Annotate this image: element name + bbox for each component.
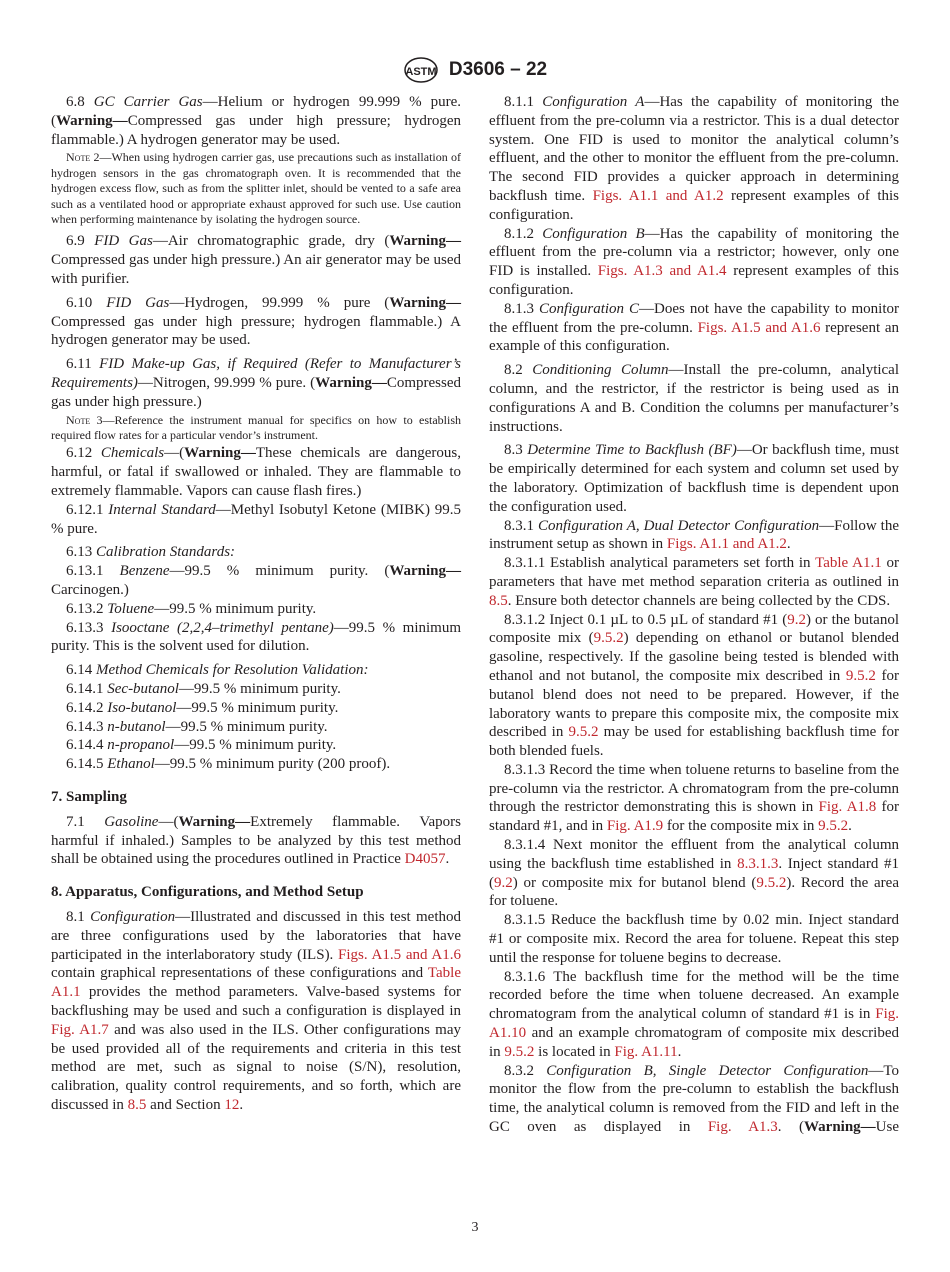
text-run: 6.13.1 [66, 563, 120, 580]
text-run: Compressed gas under high pressure; hydrogen flammable.) A hydrogen generator may be used. [51, 313, 461, 349]
text-run: may be used for establishing backflush time for both blended fuels. [489, 724, 899, 760]
text-run: Compressed gas under high pressure.) An air generator may be used with purifier. [51, 252, 461, 288]
italic-run: Calibration Standards: [96, 544, 236, 561]
cross-reference-link[interactable]: Fig. A1.11 [614, 1043, 678, 1060]
text-run: 8.3.1.1 Establish analytical parameters set forth in [504, 555, 816, 572]
italic-run: Configuration A, Dual Detector Configuration [538, 517, 820, 534]
text-run: —Methyl Isobutyl Ketone (MIBK) 99.5 % pure. [51, 501, 461, 537]
text-run: 6.14.3 [66, 718, 108, 735]
paragraph [51, 619, 461, 657]
bold-run: Warning— [178, 813, 251, 830]
paragraph [51, 562, 461, 600]
page-header [0, 56, 950, 84]
text-run: Use [875, 1119, 899, 1136]
paragraph [51, 680, 461, 699]
text-run: or parameters that have met method separation criteria as outlined in [489, 555, 900, 590]
bold-run: Warning— [315, 375, 387, 391]
text-run: 6.14.5 [66, 756, 108, 773]
bold-run: Warning— [184, 445, 256, 462]
left-column [51, 93, 461, 1115]
text-run: 6.13.2 [66, 600, 108, 617]
italic-run: n-propanol [107, 737, 175, 754]
astm-logo-icon [403, 56, 439, 84]
text-run: —99.5 % minimum purity. [176, 699, 339, 716]
cross-reference-link[interactable]: Table A1.1 [51, 965, 461, 1001]
text-run: 6.9 [66, 233, 95, 250]
text-run: —Does not have the capability to monitor the effluent from the pre-column. [489, 300, 900, 336]
cross-reference-link[interactable]: 9.5.2 [504, 1043, 535, 1060]
text-run: —Has the capability of monitoring the effluent from the pre-column via a restrictor. This is a dual detector system. One FID is used to monitor the analytical column’s effluent, and the other to monitor the effluent from the pre-column. The second FID provides a quicker approach in determining backflush time. [489, 94, 900, 204]
text-run: provides the method parameters. Valve-based systems for backflushing may be used and such a configuration is displayed in [51, 984, 461, 1019]
paragraph [489, 1062, 899, 1137]
paragraph [51, 93, 461, 149]
paragraph [489, 93, 899, 225]
italic-run: GC Carrier Gas [93, 94, 203, 110]
cross-reference-link[interactable]: 8.5 [489, 592, 508, 609]
cross-reference-link[interactable]: 9.5.2 [593, 630, 624, 647]
italic-run: Method Chemicals for Resolution Validation: [96, 662, 369, 679]
paragraph [51, 699, 461, 718]
cross-reference-link[interactable]: 8.3.1.3 [737, 855, 779, 872]
text-run: ) or composite mix for butanol blend ( [512, 874, 757, 891]
note-label: Note [66, 150, 91, 165]
cross-reference-link[interactable]: Figs. A1.5 and A1.6 [338, 946, 461, 963]
cross-reference-link[interactable]: Fig. A1.10 [489, 1006, 899, 1042]
italic-run: Configuration [90, 908, 176, 925]
italic-run: Configuration A [542, 94, 645, 110]
italic-run: Conditioning Column [532, 362, 669, 379]
text-run: . [848, 818, 852, 835]
text-run: 8.3.1.5 Reduce the backflush time by 0.02 min. Inject standard #1 or composite mix. Record the area for toluene. Repeat this step until the response for toluene begins to decrease. [489, 912, 899, 966]
text-run: Compressed gas under high pressure; hydrogen flammable.) A hydrogen generator may be used. [51, 112, 461, 148]
text-run: represent examples of this configuration. [489, 187, 900, 223]
text-run: —Follow the instrument setup as shown in [489, 517, 899, 553]
note-paragraph [51, 150, 461, 227]
text-run: and was also used in the ILS. Other configurations may be used provided all of the requirements and criteria in this test method are met, such as signal to noise (S/N), resolution, calibration, quality control requirements, and so forth, which are discussed in [51, 1021, 462, 1113]
paragraph [489, 300, 899, 356]
text-run: —( [164, 445, 185, 462]
paragraph [489, 225, 899, 300]
italic-run: Ethanol [107, 756, 155, 773]
italic-run: Benzene [119, 563, 170, 580]
text-run: ) or the butanol composite mix ( [489, 611, 899, 647]
text-run: . Ensure both detector channels are being collected by the CDS. [507, 592, 891, 609]
paragraph [51, 736, 461, 755]
text-run: —99.5 % minimum purity. [178, 680, 341, 697]
cross-reference-link[interactable]: Figs. A1.1 and A1.2 [592, 187, 724, 204]
text-run: ) depending on ethanol or butanol blended gasoline, respectively. If the gasoline being tested is blended with ethanol and not butanol, the composite mix described in [489, 630, 899, 684]
paragraph [51, 813, 461, 869]
text-run: 8.2 [504, 362, 533, 379]
paragraph [489, 968, 899, 1062]
section-heading [51, 788, 461, 807]
text-run: and Section [146, 1096, 225, 1113]
note-paragraph [51, 413, 461, 444]
text-run: 2—When using hydrogen carrier gas, use precautions such as installation of hydrogen sensors in the gas chromatograph oven. It is recommended that the hydrogen excess flow, such as from the splitter inlet, should be vented to a safe area such as a ventilated hood or appropriate exhaust approved for such use. Use caution when performing maintenance by isolating the hydrogen source. [51, 150, 461, 227]
text-run: 6.12.1 [66, 501, 109, 518]
bold-run: Warning— [803, 1119, 876, 1136]
cross-reference-link[interactable]: 9.5.2 [818, 818, 849, 835]
text-run: 6.13 [66, 544, 96, 561]
italic-run: Toluene [107, 600, 155, 617]
italic-run: Isooctane (2,2,4–trimethyl pentane) [111, 619, 334, 636]
paragraph [51, 444, 461, 500]
text-run: 7. Sampling [51, 788, 127, 805]
cross-reference-link[interactable]: Figs. A1.3 and A1.4 [597, 263, 727, 280]
text-run: —99.5 % minimum purity. ( [169, 563, 390, 580]
paragraph [51, 755, 461, 774]
text-run: 6.13.3 [66, 619, 112, 636]
text-run: 6.14.1 [66, 680, 108, 697]
text-run: represent examples of this configuration. [489, 263, 900, 298]
italic-run: FID Gas [94, 233, 153, 250]
bold-run: Warning— [389, 233, 461, 250]
italic-run: Configuration B [542, 225, 645, 242]
page-number: 3 [471, 1220, 479, 1235]
text-run: Carcinogen.) [51, 581, 129, 598]
text-run: —Hydrogen, 99.999 % pure ( [169, 294, 390, 311]
text-run: 3—Reference the instrument manual for specifics on how to establish required flow rates for a particular vendor’s instrument. [51, 412, 461, 442]
text-run: . Inject standard #1 ( [489, 855, 899, 891]
text-run: —Helium or hydrogen 99.999 % pure. ( [51, 94, 461, 129]
text-run: contain graphical representations of these configurations and [51, 965, 428, 982]
note-label: Note [66, 412, 91, 427]
text-run: 6.8 [66, 94, 94, 110]
text-run: 8.1.3 [504, 300, 540, 317]
italic-run: Iso-butanol [107, 699, 177, 716]
text-run: 8.1 [66, 908, 91, 925]
cross-reference-link[interactable]: Fig. A1.8 [818, 799, 877, 816]
text-run: . ( [777, 1119, 804, 1136]
text-run: —99.5 % minimum purity. [154, 600, 317, 617]
italic-run: Gasoline [104, 813, 159, 830]
cross-reference-link[interactable]: Fig. A1.7 [51, 1021, 109, 1038]
text-run: 8.3.2 [504, 1062, 547, 1079]
text-run: 8.3 [504, 442, 528, 459]
paragraph [51, 355, 461, 411]
italic-run: FID Gas [106, 294, 170, 311]
cross-reference-link[interactable]: 9.2 [787, 611, 806, 628]
bold-run: Warning— [389, 563, 461, 580]
text-run: for standard #1, and in [489, 799, 900, 835]
text-run: —Illustrated and discussed in this test method are three configurations used by the laboratories that have participated in the interlaboratory study (ILS). [51, 908, 462, 963]
text-run: 8.3.1 [504, 517, 538, 534]
cross-reference-link[interactable]: D4057 [404, 851, 446, 868]
text-run: for the composite mix in [663, 818, 819, 835]
cross-reference-link[interactable]: 9.5.2 [845, 667, 876, 684]
text-run: 6.14.4 [66, 737, 108, 754]
text-run: and an example chromatogram of composite mix described in [489, 1025, 899, 1060]
text-run: —To monitor the flow from the pre-column to establish the backflush time, the analytical column is removed from the FID and left in the GC oven as displayed in [489, 1062, 899, 1136]
italic-run: Configuration B, Single Detector Configuration [546, 1062, 869, 1079]
text-run: 8. Apparatus, Configurations, and Method Setup [51, 884, 364, 901]
text-run: —Nitrogen, 99.999 % pure. ( [137, 375, 316, 391]
text-run: represent an example of this configuration. [489, 319, 899, 355]
cross-reference-link[interactable]: 9.5.2 [568, 724, 599, 741]
italic-run: Configuration C [539, 300, 640, 317]
cross-reference-link[interactable]: 9.5.2 [756, 874, 787, 891]
paragraph [51, 661, 461, 680]
text-run: These chemicals are dangerous, harmful, or fatal if swallowed or inhaled. They are flammable to extremely flammable. Vapors can cause flash fires.) [51, 445, 461, 499]
text-run: 6.11 [66, 356, 100, 373]
text-run: 6.10 [66, 294, 107, 311]
paragraph [489, 836, 899, 911]
bold-run: Warning— [56, 112, 128, 129]
paragraph [489, 554, 899, 610]
italic-run: Sec-butanol [107, 680, 179, 697]
cross-reference-link[interactable]: Table A1.1 [815, 555, 882, 572]
section-heading [51, 883, 461, 902]
italic-run: Determine Time to Backflush (BF) [527, 442, 737, 459]
paragraph [51, 501, 461, 539]
paragraph [489, 361, 899, 436]
text-run: 8.3.1.4 Next monitor the effluent from the analytical column using the backflush time established in [489, 837, 899, 872]
text-run: —Or backflush time, must be empirically determined for each system and column set used by the laboratory. Optimization of backflush time is dependent upon the configuration used. [489, 442, 899, 515]
text-run: —Install the pre-column, analytical column, and the restrictor, if the restrictor is being used as in configurations A and B. Condition the columns per manufacturer’s instructions. [489, 362, 900, 435]
italic-run: Chemicals [100, 445, 165, 462]
cross-reference-link[interactable]: Fig. A1.9 [606, 818, 664, 835]
text-run: is located in [534, 1043, 615, 1060]
text-run: 8.3.1.3 Record the time when toluene returns to baseline from the pre-column via the restrictor. A chromatogram from the pre-column through the restrictor demonstrating this is shown in [489, 761, 899, 816]
bold-run: Warning— [389, 294, 461, 311]
text-run: 6.14.2 [66, 699, 108, 716]
text-run: 8.1.2 [504, 225, 543, 242]
text-run: Compressed gas under high pressure.) [51, 375, 461, 410]
right-column [489, 93, 899, 1137]
italic-run: FID Make-up Gas, if Required (Refer to Manufacturer’s Requirements) [51, 356, 461, 391]
text-run: . [239, 1096, 244, 1113]
paragraph [51, 232, 461, 288]
paragraph [489, 611, 899, 761]
text-run: —99.5 % minimum purity. [165, 718, 328, 735]
document-designation: D3606 – 22 [448, 59, 548, 80]
text-run: . [677, 1043, 682, 1060]
text-run: 7.1 [66, 813, 105, 830]
text-run: . [445, 851, 450, 868]
text-run: Extremely flammable. Vapors harmful if inhaled.) Samples to be analyzed by this test method shall be obtained using the procedures outlined in Practice [51, 813, 461, 868]
text-run: 8.1.1 [504, 94, 543, 110]
paragraph [51, 718, 461, 737]
text-run: for butanol blend does not need to be prepared. However, if the laboratory wants to prepare this composite mix, the composite mix described in [489, 667, 899, 741]
text-run: ). Record the area for toluene. [489, 874, 899, 910]
text-run: 8.3.1.2 Inject 0.1 µL to 0.5 µL of standard #1 ( [504, 611, 788, 628]
paragraph [489, 441, 899, 516]
text-run: —Has the capability of monitoring the effluent from the pre-column via a restrictor; however, only one FID is installed. [489, 225, 899, 280]
italic-run: Internal Standard [108, 501, 216, 518]
paragraph [489, 911, 899, 967]
text-run: 6.14 [66, 662, 96, 679]
svg-text:ASTM: ASTM [405, 66, 437, 78]
cross-reference-link[interactable]: Fig. A1.3 [707, 1119, 778, 1136]
text-run: —99.5 % minimum purity. [174, 737, 337, 754]
text-run: . [786, 536, 791, 553]
cross-reference-link[interactable]: 9.2 [494, 874, 513, 891]
text-run: —99.5 % minimum purity (200 proof). [154, 756, 391, 773]
paragraph [51, 543, 461, 562]
paragraph [489, 517, 899, 555]
paragraph [51, 600, 461, 619]
italic-run: n-butanol [107, 718, 166, 735]
cross-reference-link[interactable]: Figs. A1.1 and A1.2 [666, 536, 787, 553]
text-run: 8.3.1.6 The backflush time for the method will be the time recorded before the time when toluene decreased. An example chromatogram from the analytical column of standard #1 is in [489, 968, 899, 1023]
paragraph [51, 294, 461, 350]
text-run: —( [158, 813, 179, 830]
paragraph [51, 908, 461, 1115]
cross-reference-link[interactable]: 8.5 [127, 1096, 147, 1113]
cross-reference-link[interactable]: 12 [224, 1096, 240, 1113]
text-run: 6.12 [66, 445, 101, 462]
text-run: —99.5 % minimum purity. This is the solvent used for dilution. [51, 619, 461, 655]
paragraph [489, 761, 899, 836]
cross-reference-link[interactable]: Figs. A1.5 and A1.6 [697, 319, 821, 336]
text-run: —Air chromatographic grade, dry ( [152, 233, 390, 250]
